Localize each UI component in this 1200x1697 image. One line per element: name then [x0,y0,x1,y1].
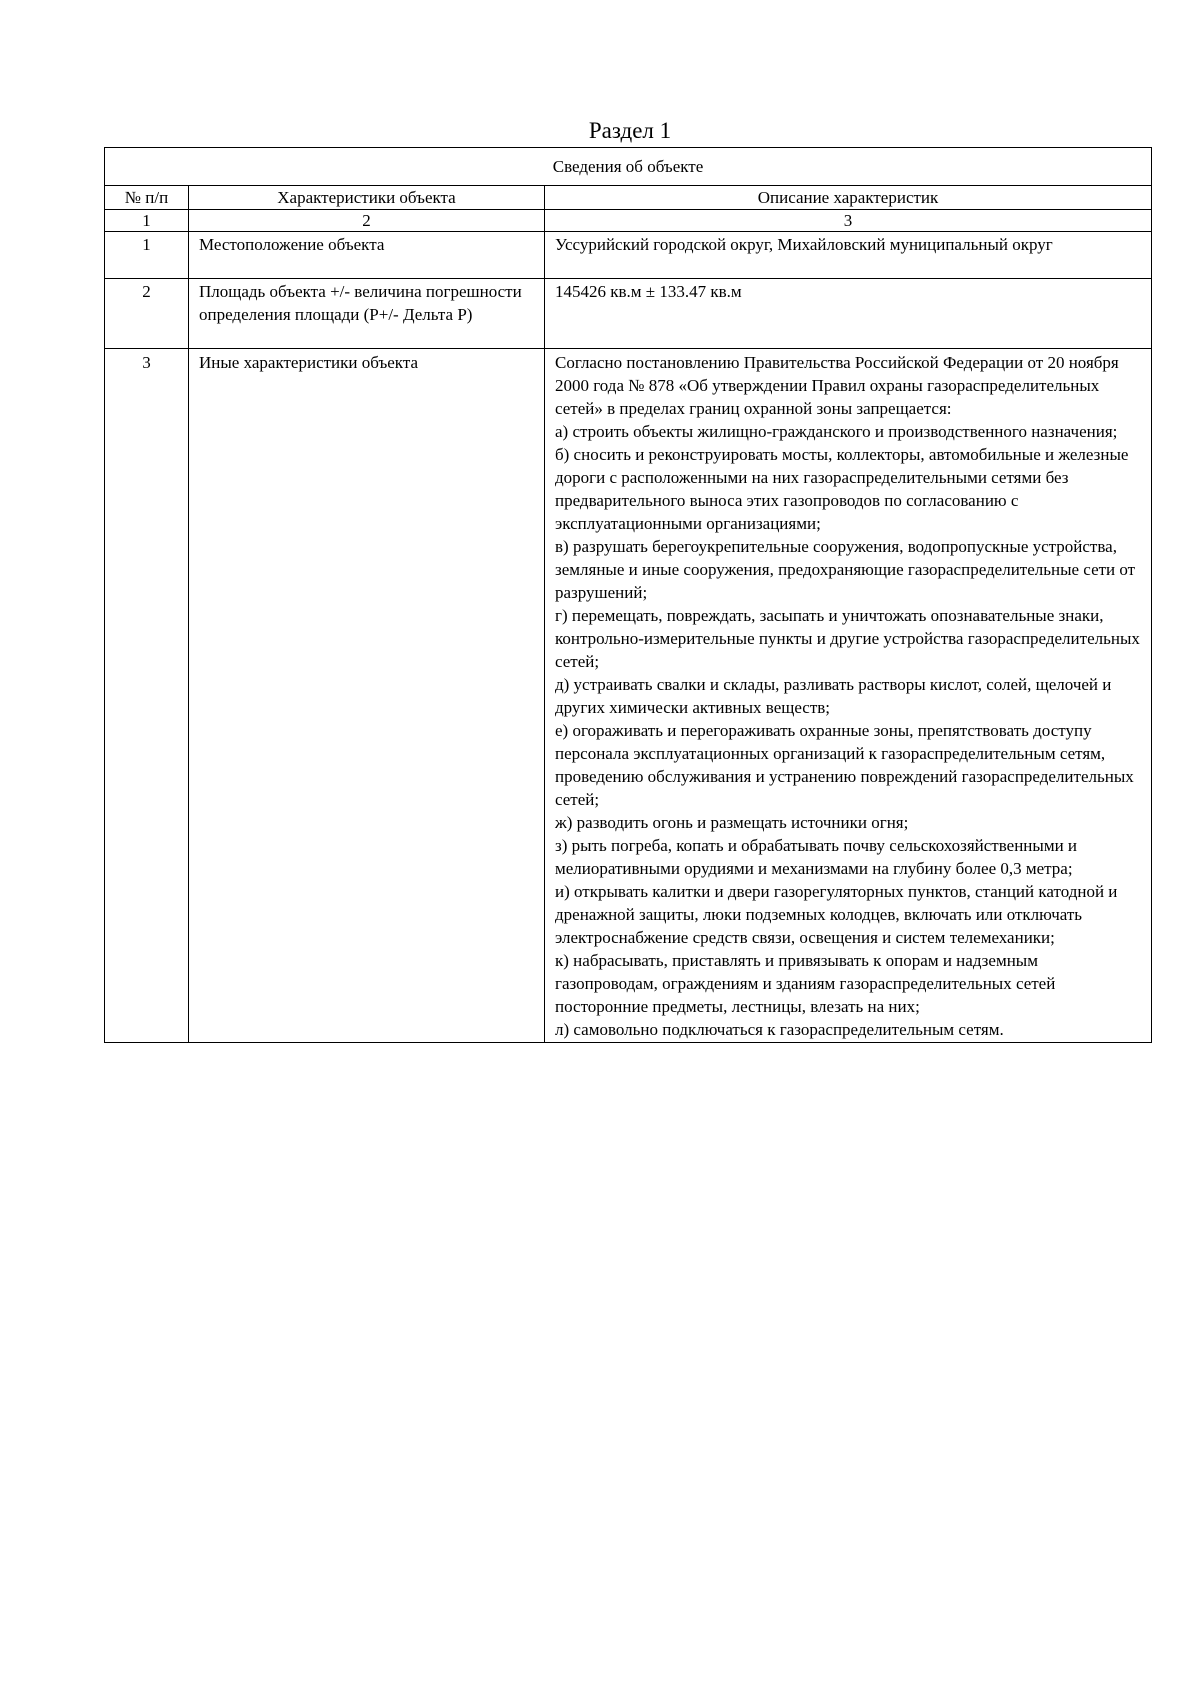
row-characteristic: Площадь объекта +/- величина погрешности определения площади (Р+/- Дельта Р) [189,279,545,349]
restriction-item: в) разрушать берегоукрепительные сооружения, водопропускные устройства, земляные и иные сооружения, предохраняющие газораспределительные сети от разрушений; [555,537,1136,602]
table-caption: Сведения об объекте [105,148,1152,186]
table-caption-row [105,148,1152,186]
row-description: Уссурийский городской округ, Михайловский муниципальный округ [545,232,1152,279]
row-characteristic: Иные характеристики объекта [189,349,545,1043]
restriction-item: л) самовольно подключаться к газораспределительным сетям. [555,1020,1004,1039]
table-header-row [105,186,1152,210]
restriction-item: а) строить объекты жилищно-гражданского и производственного назначения; [555,422,1118,441]
restriction-item: ж) разводить огонь и размещать источники огня; [555,813,909,832]
column-numbers-row [105,210,1152,232]
row-description: 145426 кв.м ± 133.47 кв.м [545,279,1152,349]
restriction-item: е) огораживать и перегораживать охранные зоны, препятствовать доступу персонала эксплуатационных организаций к газораспределительным сетям, проведению обслуживания и устранению повреждений газораспределительных сетей; [555,721,1134,809]
column-number-1: 1 [105,210,189,232]
column-number-2: 2 [189,210,545,232]
row-number: 3 [105,349,189,1043]
row-number: 1 [105,232,189,279]
section-title: Раздел 1 [588,118,672,143]
row-number: 2 [105,279,189,349]
column-number-3: 3 [545,210,1152,232]
restriction-intro: Согласно постановлению Правительства Российской Федерации от 20 ноября 2000 года № 878 «Об утверждении Правил охраны газораспределительных сетей» в пределах границ охранной зоны запрещается: [555,353,1119,418]
object-info-table [104,147,1152,1043]
header-characteristic: Характеристики объекта [189,186,545,210]
restriction-item: д) устраивать свалки и склады, разливать растворы кислот, солей, щелочей и других химически активных веществ; [555,675,1112,717]
table-row [105,279,1152,349]
restriction-item: з) рыть погреба, копать и обрабатывать почву сельскохозяйственными и мелиоративными орудиями и механизмами на глубину более 0,3 метра; [555,836,1078,878]
table-row [105,349,1152,1043]
restriction-item: б) сносить и реконструировать мосты, коллекторы, автомобильные и железные дороги с расположенными на них газораспределительными сетями без предварительного выноса этих газопроводов по согласованию с эксплуатационными организациями; [555,445,1129,533]
restriction-item: к) набрасывать, приставлять и привязывать к опорам и надземным газопроводам, ограждениям и зданиям газораспределительных сетей посторонние предметы, лестницы, влезать на них; [555,951,1056,1016]
restriction-item: и) открывать калитки и двери газорегуляторных пунктов, станций катодной и дренажной защиты, люки подземных колодцев, включать или отключать электроснабжение средств связи, освещения и систем телемеханики; [555,882,1118,947]
restriction-item: г) перемещать, повреждать, засыпать и уничтожать опознавательные знаки, контрольно-измерительные пункты и другие устройства газораспределительных сетей; [555,606,1140,671]
row-characteristic: Местоположение объекта [189,232,545,279]
table-row [105,232,1152,279]
header-description: Описание характеристик [545,186,1152,210]
header-number: № п/п [105,186,189,210]
row-description [545,349,1152,1043]
